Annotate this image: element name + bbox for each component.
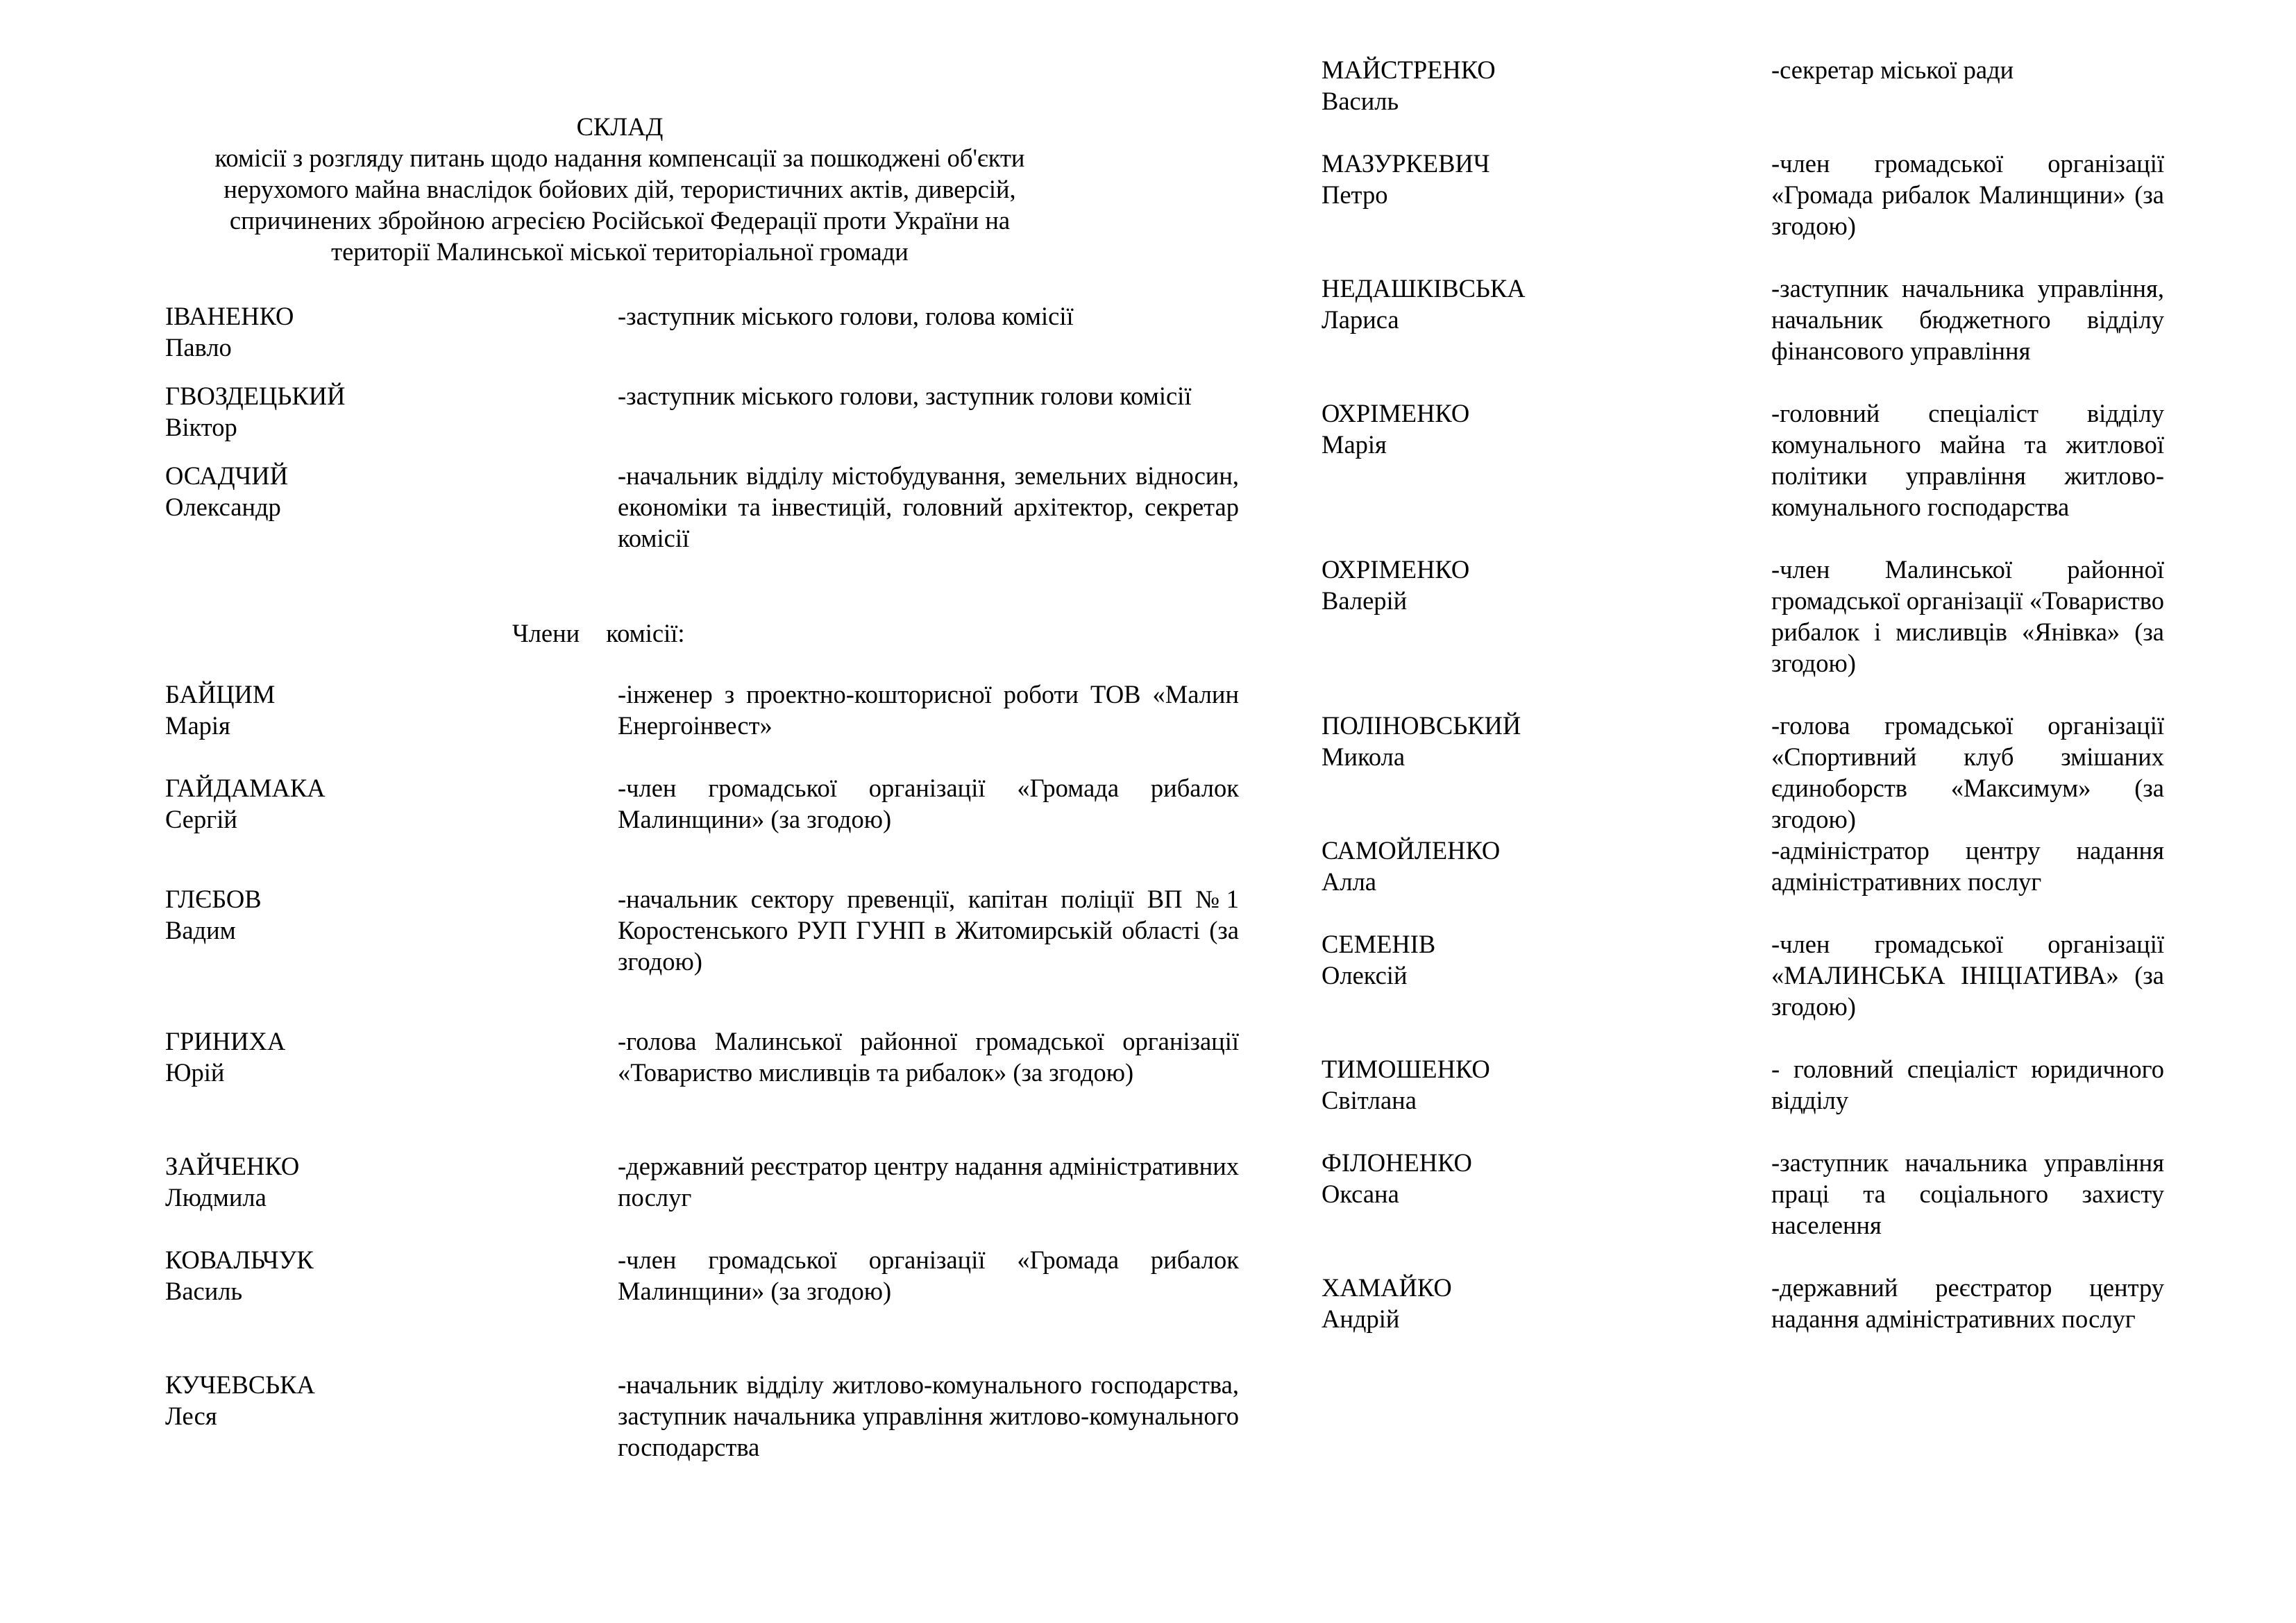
member-role: -секретар міської ради xyxy=(1771,56,2014,84)
member-role: -начальник сектору превенції, капітан поліції ВП №1 Коростенського РУП ГУНП в Житомирській області (за згодою) xyxy=(618,885,1239,976)
member-name xyxy=(165,1026,554,1088)
member-surname: КОВАЛЬЧУК xyxy=(165,1246,314,1274)
member-first-name: Сергій xyxy=(165,805,237,833)
member-role: -член громадської організації «Громада рибалок Малинщини» (за згодою) xyxy=(618,774,1239,833)
member-first-name: Вадим xyxy=(165,916,236,944)
member-name xyxy=(165,883,554,946)
member-role: -заступник начальника управління, начальник бюджетного відділу фінансового управління xyxy=(1771,274,2164,365)
member-name xyxy=(1322,398,1710,460)
member-first-name: Андрій xyxy=(1322,1305,1400,1333)
member-first-name: Олександр xyxy=(165,493,281,521)
member-name xyxy=(1322,1053,1710,1116)
member-role: -державний реєстратор центру надання адміністративних послуг xyxy=(1771,1273,2164,1333)
member-role: -голова Малинської районної громадської організації «Товариство мисливців та рибалок» (за згодою) xyxy=(618,1027,1239,1087)
member-first-name: Людмила xyxy=(165,1183,267,1212)
member-surname: ОХРІМЕНКО xyxy=(1322,555,1470,584)
member-role: -член громадської організації «Громада рибалок Малинщини» (за згодою) xyxy=(618,1246,1239,1305)
member-role: -інженер з проектно-кошторисної роботи ТОВ «Малин Енергоінвест» xyxy=(618,680,1239,740)
member-first-name: Алла xyxy=(1322,867,1376,896)
member-name xyxy=(1322,148,1710,210)
member-surname: НЕДАШКІВСЬКА xyxy=(1322,274,1526,303)
member-first-name: Юрій xyxy=(165,1058,225,1087)
member-first-name: Віктор xyxy=(165,413,237,441)
title-line: нерухомого майна внаслідок бойових дій, терористичних актів, диверсій, xyxy=(223,175,1016,203)
member-name xyxy=(1322,928,1710,991)
member-surname: ФІЛОНЕНКО xyxy=(1322,1148,1472,1177)
member-name xyxy=(165,1369,554,1431)
member-surname: ОХРІМЕНКО xyxy=(1322,399,1470,427)
member-name xyxy=(165,1150,554,1213)
member-surname: ЗАЙЧЕНКО xyxy=(165,1152,300,1180)
member-surname: ПОЛІНОВСЬКИЙ xyxy=(1322,711,1521,740)
member-surname: ГЛЄБОВ xyxy=(165,885,262,913)
member-role: -заступник міського голови, голова комісії xyxy=(618,302,1074,330)
document-title xyxy=(165,111,1074,267)
member-role: -член Малинської районної громадської організації «Товариство рибалок і мисливців «Янівка» (за згодою) xyxy=(1771,555,2164,677)
member-first-name: Василь xyxy=(1322,87,1399,115)
member-surname: ГАЙДАМАКА xyxy=(165,774,326,802)
member-role: -начальник відділу містобудування, земельних відносин, економіки та інвестицій, головний архітектор, секретар комісії xyxy=(618,461,1239,552)
member-first-name: Лариса xyxy=(1322,305,1399,334)
member-first-name: Олексій xyxy=(1322,961,1408,989)
member-role: -адміністратор центру надання адміністративних послуг xyxy=(1771,836,2164,896)
member-name xyxy=(165,460,554,522)
member-first-name: Валерій xyxy=(1322,586,1408,615)
member-name xyxy=(1322,1272,1710,1334)
member-first-name: Павло xyxy=(165,333,232,362)
member-name xyxy=(165,380,554,443)
title-line: території Малинської міської територіальної громади xyxy=(331,237,909,266)
member-surname: ХАМАЙКО xyxy=(1322,1273,1452,1302)
member-name xyxy=(1322,54,1710,117)
member-first-name: Марія xyxy=(1322,430,1387,459)
member-first-name: Леся xyxy=(165,1402,217,1430)
member-name xyxy=(165,679,554,741)
member-role: -голова громадської організації «Спортивний клуб змішаних єдиноборств «Максимум» (за згодою) xyxy=(1771,711,2164,833)
member-surname: ОСАДЧИЙ xyxy=(165,461,289,490)
member-surname: ГВОЗДЕЦЬКИЙ xyxy=(165,382,346,410)
member-surname: ТИМОШЕНКО xyxy=(1322,1055,1490,1083)
member-name xyxy=(1322,273,1710,335)
member-first-name: Марія xyxy=(165,711,230,740)
member-role: - головний спеціаліст юридичного відділу xyxy=(1771,1055,2164,1114)
member-surname: САМОЙЛЕНКО xyxy=(1322,836,1501,865)
member-role: -заступник міського голови, заступник голови комісії xyxy=(618,382,1192,410)
members-label-word: комісії: xyxy=(606,619,685,647)
member-role: -начальник відділу житлово-комунального господарства, заступник начальника управління житлово-комунального господарства xyxy=(618,1370,1239,1461)
member-surname: БАЙЦИМ xyxy=(165,680,276,708)
member-surname: КУЧЕВСЬКА xyxy=(165,1370,315,1399)
title-line: спричинених збройною агресією Російської Федерації проти України на xyxy=(229,206,1011,235)
member-role: -член громадської організації «МАЛИНСЬКА ІНІЦІАТИВА» (за згодою) xyxy=(1771,930,2164,1021)
title-line: комісії з розгляду питань щодо надання компенсації за пошкоджені об'єкти xyxy=(214,144,1025,172)
member-surname: СЕМЕНІВ xyxy=(1322,930,1436,958)
member-first-name: Микола xyxy=(1322,742,1406,771)
member-surname: ГРИНИХА xyxy=(165,1027,286,1055)
members-label-word: Члени xyxy=(512,619,580,647)
member-role: -головний спеціаліст відділу комунального майна та житлової політики управління житлово-комунального господарства xyxy=(1771,399,2164,521)
member-surname: МАЗУРКЕВИЧ xyxy=(1322,149,1490,178)
member-surname: ІВАНЕНКО xyxy=(165,302,294,330)
member-name xyxy=(165,300,554,363)
title-heading: СКЛАД xyxy=(576,112,664,141)
member-first-name: Василь xyxy=(165,1277,243,1305)
member-name xyxy=(1322,554,1710,616)
member-first-name: Петро xyxy=(1322,180,1388,209)
member-name xyxy=(165,1244,554,1307)
member-role: -заступник начальника управління праці та соціального захисту населення xyxy=(1771,1148,2164,1239)
member-role: -член громадської організації «Громада рибалок Малинщини» (за згодою) xyxy=(1771,149,2164,240)
member-first-name: Світлана xyxy=(1322,1086,1417,1114)
member-name xyxy=(1322,835,1710,897)
member-first-name: Оксана xyxy=(1322,1180,1399,1208)
member-name xyxy=(1322,1147,1710,1209)
member-surname: МАЙСТРЕНКО xyxy=(1322,56,1496,84)
member-role: -державний реєстратор центру надання адміністративних послуг xyxy=(618,1152,1239,1212)
member-name xyxy=(165,772,554,835)
member-name xyxy=(1322,710,1710,772)
members-section-label xyxy=(512,618,711,649)
